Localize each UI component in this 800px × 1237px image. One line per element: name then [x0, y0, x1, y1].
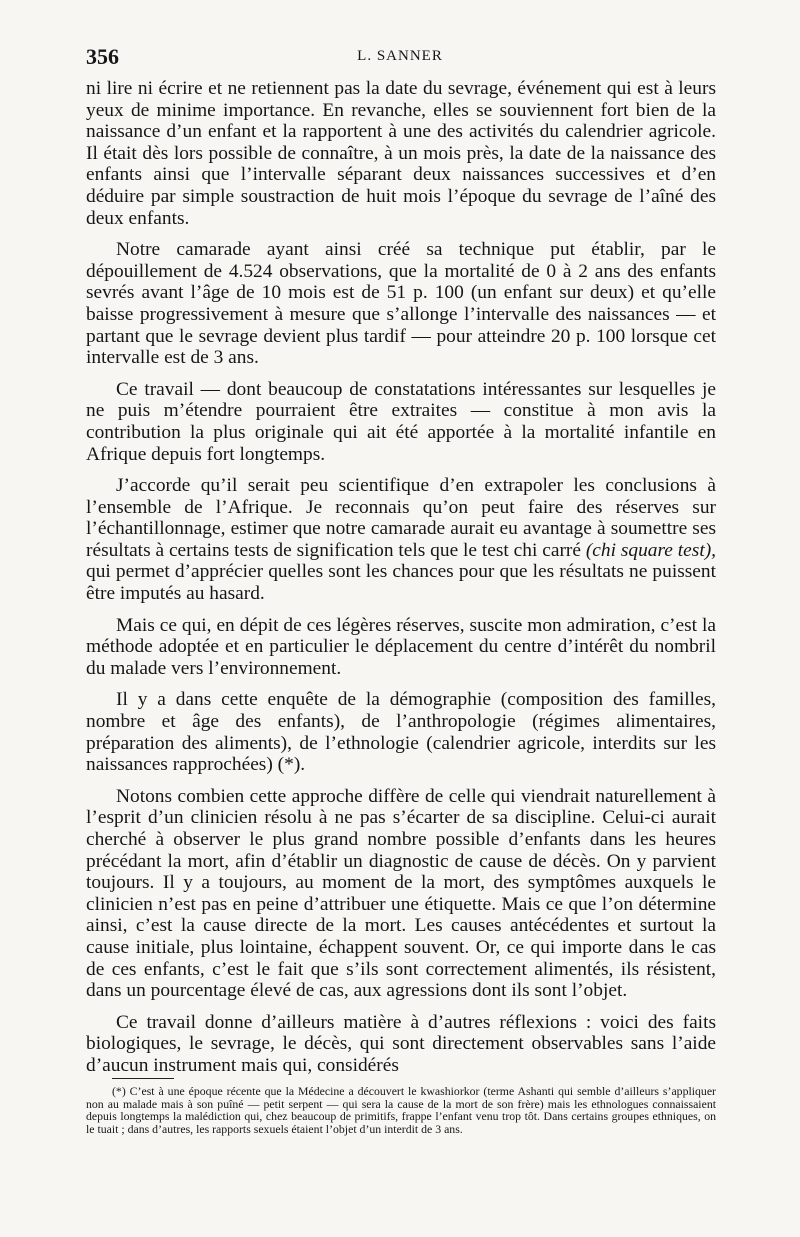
- footnote-rule: [112, 1078, 174, 1079]
- footnote-text: (*) C’est à une époque récente que la Médecine a découvert le kwashiorkor (terme Ashanti qui semble d’ailleurs s’appliquer non au malade mais à son puîné — petit serpent — qui sera la cause de la mort de son frère) mais les ethnologues connaissaient depuis longtemps la malédiction qui, chez beaucoup de primitifs, frappe l’enfant venu trop tôt. Dans certains groupes ethniques, on le tuait ; dans d’autres, les rapports sexuels étaient l’objet d’un interdit de 3 ans.: [86, 1084, 716, 1136]
- paragraph-1: ni lire ni écrire et ne retiennent pas la date du sevrage, événement qui est à leurs yeux de minime importance. En revanche, elles se souviennent fort bien de la naissance d’un enfant et la rapportent à une des activités du calendrier agricole. Il était dès lors possible de connaître, à un mois près, la date de la naissance des enfants ainsi que l’intervalle séparant deux naissances successives et d’en déduire par simple soustraction de huit mois l’époque du sevrage de l’aîné des deux enfants.: [86, 78, 716, 229]
- page-number: 356: [86, 44, 119, 69]
- body-text: [86, 78, 716, 1087]
- chi-square-term: (chi square test),: [585, 539, 717, 561]
- page-header: [86, 44, 714, 70]
- paragraph-4: [86, 475, 716, 605]
- paragraph-4-part-1: J’accorde qu’il serait peu scientifique d’en extrapoler les conclusions à l’ensemble de l’Afrique. Je reconnais qu’on peut faire des réserves sur l’échantillonnage, estimer que notre camarade aurait eu avantage à soumettre ses résultats à certains tests de signification tels que le test chi carré: [86, 475, 716, 561]
- footnote: [86, 1085, 716, 1135]
- paragraph-5: Mais ce qui, en dépit de ces légères réserves, suscite mon admiration, c’est la méthode adoptée et en particulier le déplacement du centre d’intérêt du nombril du malade vers l’environnement.: [86, 614, 716, 679]
- paragraph-4-part-2: qui permet d’apprécier quelles sont les chances pour que les résultats ne puissent être imputés au hasard.: [86, 561, 716, 605]
- running-head: L. SANNER: [357, 48, 443, 64]
- paragraph-8: Ce travail donne d’ailleurs matière à d’autres réflexions : voici des faits biologiques, le sevrage, le décès, qui sont directement observables sans l’aide d’aucun instrument mais qui, considérés: [86, 1011, 716, 1076]
- paragraph-6: Il y a dans cette enquête de la démographie (composition des familles, nombre et âge des enfants), de l’anthropologie (régimes alimentaires, préparation des aliments), de l’ethnologie (calendrier agricole, interdits sur les naissances rapprochées) (*).: [86, 689, 716, 776]
- paragraph-7: Notons combien cette approche diffère de celle qui viendrait naturellement à l’esprit d’un clinicien résolu à ne pas s’écarter de sa discipline. Celui-ci aurait cherché à observer le plus grand nombre possible d’enfants dans les heures précédant la mort, afin d’établir un diagnostic de cause de décès. On y parvient toujours. Il y a toujours, au moment de la mort, des symptômes auxquels le clinicien n’est pas en peine d’attribuer une étiquette. Mais ce que l’on détermine ainsi, c’est la cause directe de la mort. Les causes antécédentes et surtout la cause initiale, plus lointaine, échappent souvent. Or, ce qui importe dans le cas de ces enfants, c’est le fait que s’ils sont correctement alimentés, ils résistent, dans un pourcentage élevé de cas, aux agressions dont ils sont l’objet.: [86, 785, 716, 1002]
- paragraph-2: Notre camarade ayant ainsi créé sa technique put établir, par le dépouillement de 4.524 observations, que la mortalité de 0 à 2 ans des enfants sevrés avant l’âge de 10 mois est de 51 p. 100 (un enfant sur deux) et qu’elle baisse progressivement à mesure que s’allonge l’intervalle des naissances — et partant que le sevrage devient plus tardif — pour atteindre 20 p. 100 lorsque cet intervalle est de 3 ans.: [86, 239, 716, 369]
- paragraph-3: Ce travail — dont beaucoup de constatations intéressantes sur lesquelles je ne puis m’étendre pourraient être extraites — constitue à mon avis la contribution la plus originale qui ait été apportée à la mortalité infantile en Afrique depuis fort longtemps.: [86, 378, 716, 465]
